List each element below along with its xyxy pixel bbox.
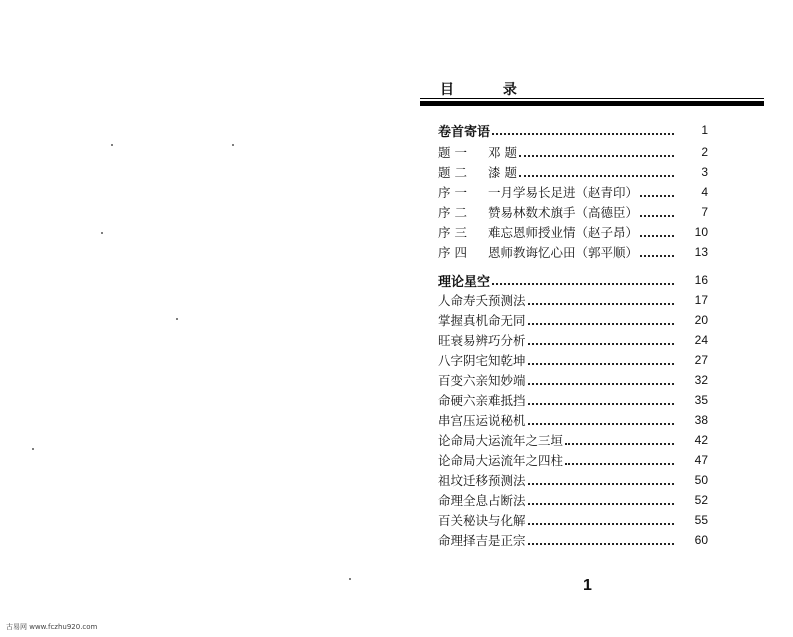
dot-leader [640,234,674,237]
toc-entry-number: 题二 [438,165,472,180]
toc-entry-number: 序二 [438,205,472,220]
scan-speck [101,232,103,234]
dot-leader [565,462,674,465]
toc-entry-title: 命理全息占断法 [438,493,526,508]
scan-speck [349,578,351,580]
toc-entry-row [438,202,708,222]
toc-entry-title: 邓 题 [488,145,517,160]
toc-entry-page: 55 [694,513,708,527]
toc-entry-row [438,142,708,162]
scan-speck [176,318,178,320]
dot-leader [640,214,674,217]
toc-entry-row [438,390,708,410]
toc-entry-page: 50 [694,473,708,487]
dot-leader [528,402,674,405]
toc-entry-page: 16 [694,273,708,287]
toc-entry-title: 论命局大运流年之四柱 [438,453,564,468]
dot-leader [528,382,674,385]
toc-entry-title: 串宫压运说秘机 [438,413,526,428]
toc-entry-page: 60 [694,533,708,547]
site-watermark: 古易网 www.fczhu920.com [6,623,98,631]
toc-entry-title: 八字阴宅知乾坤 [438,353,526,368]
toc-entry-title: 一月学易长足进（赵青印） [488,185,639,200]
toc-entry-title: 恩师教诲忆心田（郭平顺） [488,245,639,260]
dot-leader [528,342,674,345]
toc-entry-title: 卷首寄语 [438,124,491,140]
toc-section-row [438,270,708,290]
toc-entry-page: 20 [694,313,708,327]
toc-entry-page: 13 [694,245,708,259]
toc-entry-number: 序三 [438,225,472,240]
toc-entry-row [438,182,708,202]
dot-leader [519,154,674,157]
toc-entry-title: 论命局大运流年之三垣 [438,433,564,448]
scan-speck [32,448,34,450]
dot-leader [528,522,674,525]
toc-title: 目 录 [440,82,539,98]
toc-entry-title: 赞易林数术旗手（高德臣） [488,205,639,220]
toc-entry-row [438,490,708,510]
toc-entry-title: 理论星空 [438,274,491,290]
toc-entry-row [438,162,708,182]
toc-entry-row [438,430,708,450]
toc-entry-page: 17 [694,293,708,307]
toc-entry-page: 47 [694,453,708,467]
toc-entry-page: 52 [694,493,708,507]
toc-entry-page: 4 [701,185,708,199]
toc-entry-row [438,510,708,530]
toc-entry-number: 序四 [438,245,472,260]
toc-entry-row [438,350,708,370]
dot-leader [528,502,674,505]
dot-leader [640,254,674,257]
dot-leader [528,362,674,365]
toc-entry-number: 题一 [438,145,472,160]
toc-entry-title: 百关秘诀与化解 [438,513,526,528]
dot-leader [528,542,674,545]
toc-entry-page: 38 [694,413,708,427]
blank-left-page [0,0,395,637]
dot-leader [528,322,674,325]
toc-entry-page: 32 [694,373,708,387]
toc-entry-page: 2 [701,145,708,159]
toc-entry-page: 27 [694,353,708,367]
toc-entry-row [438,470,708,490]
dot-leader [640,194,674,197]
page-number: 1 [583,577,592,594]
toc-entry-page: 35 [694,393,708,407]
scan-speck [111,144,113,146]
toc-entry-title: 难忘恩师授业情（赵子昂） [488,225,639,240]
toc-entry-row [438,222,708,242]
toc-entry-row [438,410,708,430]
toc-entry-number: 序一 [438,185,472,200]
toc-entry-title: 祖坟迁移预测法 [438,473,526,488]
toc-entry-title: 漆 题 [488,165,517,180]
toc-entry-row [438,290,708,310]
header-rule-thin [420,98,764,99]
scan-speck [232,144,234,146]
toc-entry-row [438,242,708,262]
dot-leader [492,132,674,135]
toc-entry-row [438,310,708,330]
toc-entry-page: 7 [701,205,708,219]
toc-entry-page: 42 [694,433,708,447]
dot-leader [528,422,674,425]
dot-leader [528,482,674,485]
toc-entry-title: 命理择吉是正宗 [438,533,526,548]
toc-entry-title: 旺衰易辨巧分析 [438,333,526,348]
toc-entry-row [438,370,708,390]
toc-entry-row [438,530,708,550]
toc-entry-row [438,330,708,350]
toc-entry-page: 24 [694,333,708,347]
dot-leader [519,174,674,177]
toc-entry-page: 10 [694,225,708,239]
toc-entry-title: 掌握真机命无同 [438,313,526,328]
dot-leader [528,302,674,305]
header-rule-thick [420,101,764,106]
dot-leader [565,442,674,445]
dot-leader [492,282,674,285]
toc-entry-title: 人命寿夭预测法 [438,293,526,308]
toc-entry-row [438,450,708,470]
toc-section-row [438,120,708,140]
toc-entry-page: 1 [701,123,708,137]
toc-entry-page: 3 [701,165,708,179]
toc-entry-title: 命硬六亲难抵挡 [438,393,526,408]
toc-entry-title: 百变六亲知妙端 [438,373,526,388]
